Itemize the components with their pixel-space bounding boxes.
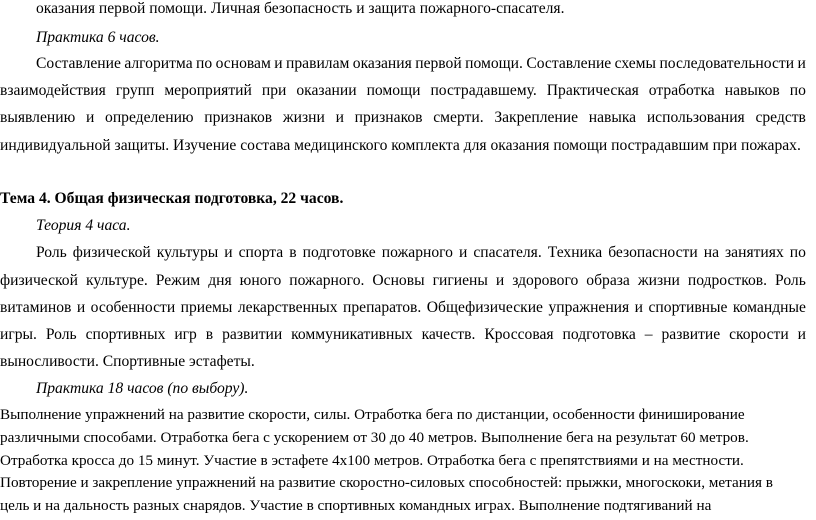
paragraph-line xyxy=(0,109,806,127)
word: жизни xyxy=(637,272,680,289)
word: и xyxy=(76,299,86,316)
word: развитии xyxy=(222,326,283,343)
word: спортивных xyxy=(85,326,166,343)
paragraph-line: выносливости. Спортивные эстафеты. xyxy=(0,353,255,370)
word: безопасности xyxy=(608,244,698,261)
word: Закрепление xyxy=(494,109,579,126)
word: выявлению xyxy=(0,109,76,126)
word: и xyxy=(797,55,806,72)
word: пожарного. xyxy=(289,272,365,289)
word: пожарного xyxy=(381,244,453,261)
word: подготовка xyxy=(562,326,636,343)
paragraph-line: Повторение и закрепление упражнений на развитие скоростно-силовых способностей: прыжки, многоскоки, метания в xyxy=(0,474,773,491)
word: и xyxy=(634,299,644,316)
word: и xyxy=(274,55,283,72)
word: Практическая xyxy=(546,82,639,99)
word: оказании xyxy=(296,82,357,99)
word: правилам xyxy=(286,55,350,72)
word: здорового xyxy=(512,272,579,289)
word: лекарственных xyxy=(237,299,338,316)
paragraph-line xyxy=(0,82,806,100)
word: в xyxy=(289,244,297,261)
word: по xyxy=(789,82,806,99)
word: игр xyxy=(174,326,197,343)
word: качеств. xyxy=(421,326,476,343)
word: дня xyxy=(208,272,232,289)
word: коммуникативных xyxy=(291,326,413,343)
word: спортивные xyxy=(648,299,728,316)
practice-subheading: Практика 18 часов (по выбору). xyxy=(36,380,249,397)
paragraph-line: Отработка кросса до 15 минут. Участие в эстафете 4х100 метров. Отработка бега с препятствиями и на местности. xyxy=(0,452,744,469)
paragraph-line xyxy=(36,244,806,262)
word: навыка xyxy=(588,109,637,126)
word: занятиях xyxy=(725,244,784,261)
word: и xyxy=(458,244,468,261)
word: культуры xyxy=(156,244,219,261)
word: по xyxy=(789,244,806,261)
word: приемы xyxy=(180,299,233,316)
section-heading: Тема 4. Общая физическая подготовка, 22 часов. xyxy=(0,190,344,207)
word: средств xyxy=(755,109,806,126)
word: подготовке xyxy=(302,244,376,261)
word: витаминов xyxy=(0,299,72,316)
word: Режим xyxy=(155,272,201,289)
paragraph-line: цель и на дальность разных снарядов. Участие в спортивных командных играх. Выполнение подтягиваний на xyxy=(0,497,712,514)
word: культуре. xyxy=(85,272,148,289)
word: спасателя. xyxy=(473,244,542,261)
paragraph-line: Выполнение упражнений на развитие скорости, силы. Отработка бега по дистанции, особенности финиширование xyxy=(0,406,745,423)
text-line: оказания первой помощи. Личная безопасность и защита пожарного-спасателя. xyxy=(36,0,565,17)
theory-subheading: Теория 4 часа. xyxy=(36,217,131,234)
word: развитие xyxy=(661,326,721,343)
word: Составление xyxy=(526,55,612,72)
word: и xyxy=(85,109,95,126)
word: юного xyxy=(239,272,282,289)
word: помощи xyxy=(366,82,421,99)
word: в xyxy=(205,326,214,343)
word: Кроссовая xyxy=(484,326,554,343)
paragraph-line: индивидуальной защиты. Изучение состава медицинского комплекта для оказания помощи пострадавшим при пожарах. xyxy=(0,137,801,154)
word: пострадавшему. xyxy=(430,82,537,99)
word: признаков xyxy=(354,109,423,126)
word: и xyxy=(495,272,505,289)
word: Основы xyxy=(372,272,425,289)
word: и xyxy=(224,244,233,261)
word: основам xyxy=(215,55,271,72)
word: взаимодействия xyxy=(0,82,106,99)
paragraph-line xyxy=(0,272,806,290)
word: и xyxy=(797,326,806,343)
word: признаков xyxy=(204,109,273,126)
word: помощи. xyxy=(465,55,523,72)
word: первой xyxy=(415,55,462,72)
word: – xyxy=(644,326,653,343)
word: подростков. xyxy=(687,272,768,289)
word: смерти. xyxy=(433,109,484,126)
word: схемы xyxy=(614,55,657,72)
word: Роль xyxy=(775,272,806,289)
word: особенности xyxy=(90,299,176,316)
word: Общефизические xyxy=(426,299,543,316)
word: физической xyxy=(72,244,151,261)
word: по xyxy=(196,55,213,72)
paragraph-line: различными способами. Отработка бега с ускорением от 30 до 40 метров. Выполнение бега на результат 60 метров. xyxy=(0,429,749,446)
word: препаратов. xyxy=(343,299,422,316)
word: Составление xyxy=(36,55,121,72)
word: на xyxy=(703,244,719,261)
word: Роль xyxy=(36,244,67,261)
word: отработка xyxy=(648,82,715,99)
word: групп xyxy=(115,82,155,99)
practice-subheading: Практика 6 часов. xyxy=(36,29,160,46)
paragraph-line xyxy=(0,326,806,344)
word: использования xyxy=(646,109,745,126)
word: и xyxy=(335,109,344,126)
word: определению xyxy=(105,109,194,126)
word: при xyxy=(261,82,287,99)
word: жизни xyxy=(282,109,325,126)
paragraph-line xyxy=(0,299,806,317)
word: алгоритма xyxy=(124,55,193,72)
word: навыков xyxy=(724,82,780,99)
word: мероприятий xyxy=(164,82,252,99)
word: упражнения xyxy=(548,299,630,316)
word: последовательности xyxy=(659,55,795,72)
paragraph-line xyxy=(36,55,806,73)
word: гигиены xyxy=(432,272,488,289)
word: Техника xyxy=(547,244,603,261)
word: оказания xyxy=(352,55,412,72)
word: игры. xyxy=(0,326,37,343)
word: спорта xyxy=(238,244,284,261)
word: Роль xyxy=(45,326,77,343)
word: командные xyxy=(732,299,806,316)
word: скорости xyxy=(729,326,789,343)
word: образа xyxy=(586,272,630,289)
word: физической xyxy=(0,272,78,289)
